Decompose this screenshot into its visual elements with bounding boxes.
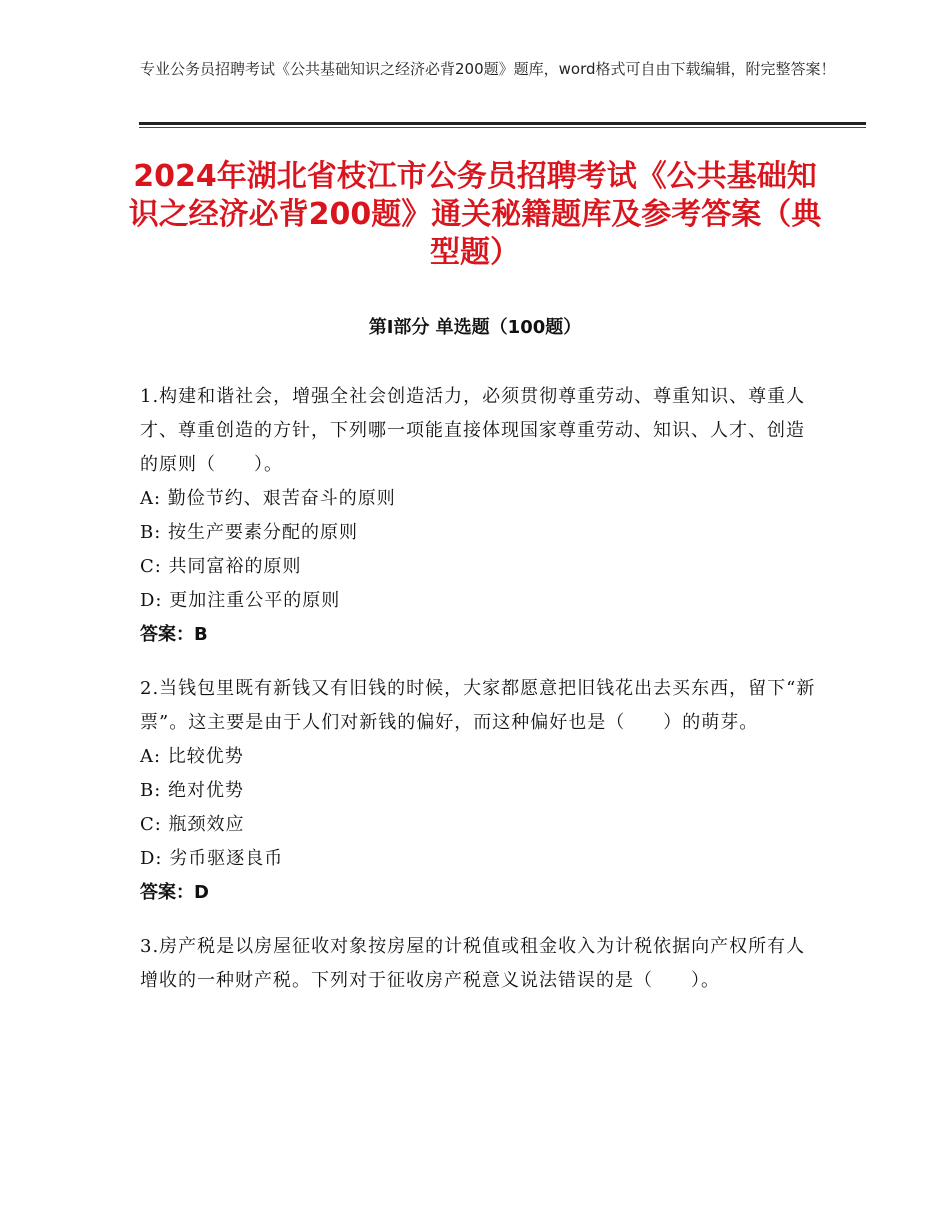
question-text: 2.当钱包里既有新钱又有旧钱的时候，大家都愿意把旧钱花出去买东西，留下“新票”。这主要是由于人们对新钱的偏好，而这种偏好也是（ ）的萌芽。 bbox=[140, 678, 816, 733]
option-b: B: 绝对优势 bbox=[140, 780, 245, 801]
option-c: C: 共同富裕的原则 bbox=[140, 556, 302, 577]
document-title: 2024年湖北省枝江市公务员招聘考试《公共基础知识之经济必背200题》通关秘籍题库及参考答案（典型题） bbox=[128, 159, 822, 270]
option-a: A: 勤俭节约、艰苦奋斗的原则 bbox=[140, 488, 396, 509]
option-b: B: 按生产要素分配的原则 bbox=[140, 522, 359, 543]
option-d: D: 更加注重公平的原则 bbox=[140, 590, 341, 611]
option-d: D: 劣币驱逐良币 bbox=[140, 848, 284, 869]
answer: 答案：B bbox=[140, 624, 208, 645]
question-1 bbox=[140, 380, 820, 652]
header-divider-thin bbox=[139, 127, 866, 128]
question-list bbox=[140, 380, 820, 1018]
question-text: 1.构建和谐社会，增强全社会创造活力，必须贯彻尊重劳动、尊重知识、尊重人才、尊重创造的方针，下列哪一项能直接体现国家尊重劳动、知识、人才、创造的原则（ ）。 bbox=[140, 386, 806, 475]
question-2 bbox=[140, 672, 820, 910]
section-heading: 第Ⅰ部分 单选题（100题） bbox=[368, 317, 582, 338]
option-c: C: 瓶颈效应 bbox=[140, 814, 245, 835]
option-a: A: 比较优势 bbox=[140, 746, 244, 767]
header-note: 专业公务员招聘考试《公共基础知识之经济必背200题》题库，word格式可自由下载编辑，附完整答案！ bbox=[140, 60, 836, 78]
question-3 bbox=[140, 930, 820, 998]
answer: 答案：D bbox=[140, 882, 209, 903]
question-text: 3.房产税是以房屋征收对象按房屋的计税值或租金收入为计税依据向产权所有人增收的一种财产税。下列对于征收房产税意义说法错误的是（ ）。 bbox=[140, 936, 806, 991]
header-divider-thick bbox=[139, 122, 866, 125]
